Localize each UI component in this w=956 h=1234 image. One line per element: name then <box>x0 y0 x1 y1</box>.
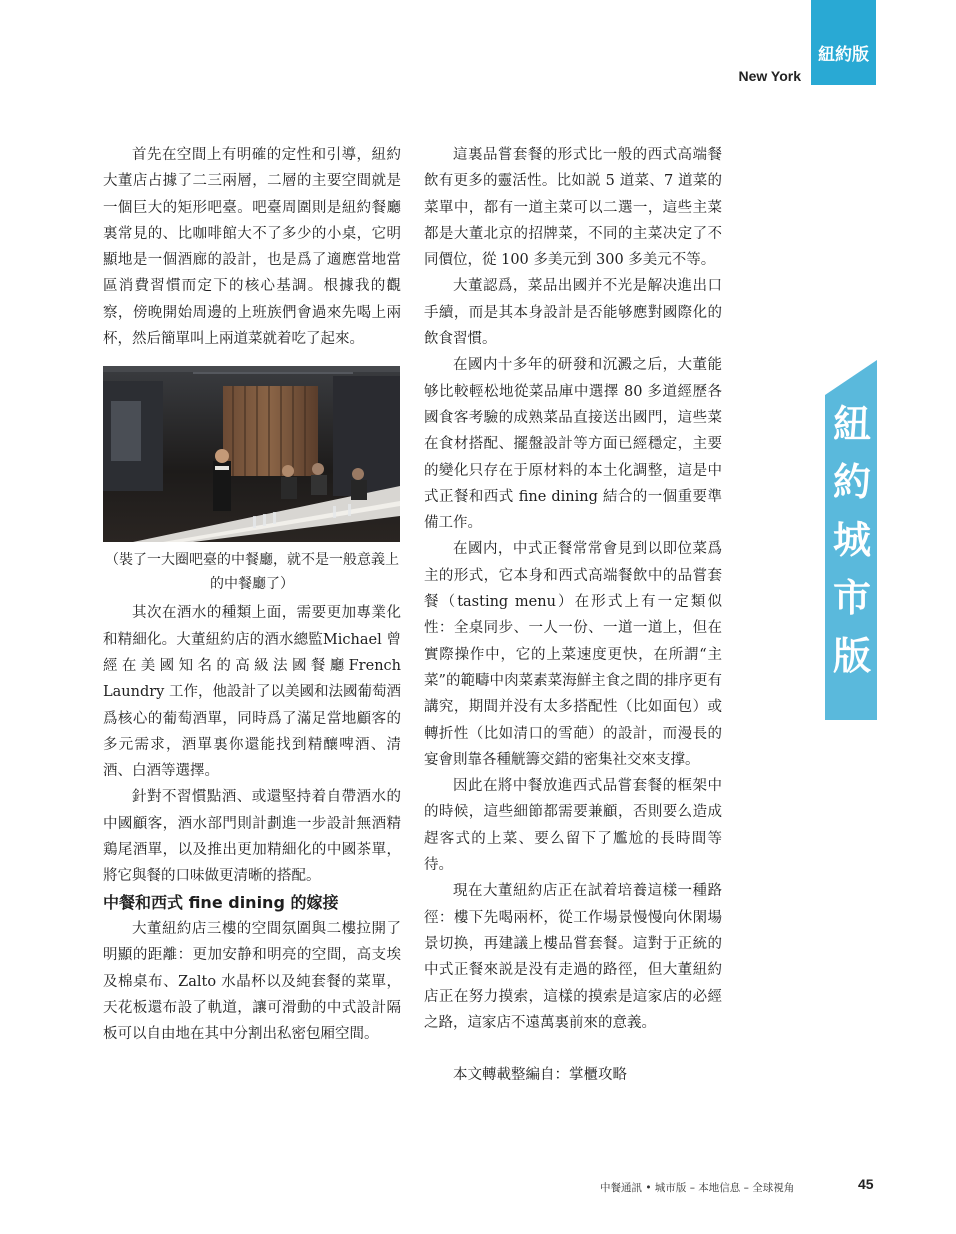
paragraph: 這裏品嘗套餐的形式比一般的西式高端餐飲有更多的靈活性。比如説 5 道菜、7 道菜的菜單中，都有一道主菜可以二選一，這些主菜都是大董北京的招牌菜，不同的主菜决定了不同價位，從 100 多美元到 300 多美元不等。 <box>424 147 722 269</box>
source-credit: 本文轉載整編自：掌櫃攻略 <box>453 1067 627 1084</box>
edition-tab-label: 紐約版 <box>818 45 869 65</box>
photo-caption: （裝了一大圈吧臺的中餐廳，就不是一般意義上的中餐廳了） <box>105 552 399 593</box>
paragraph: 在國内十多年的研發和沉澱之后，大董能够比較輕松地從菜品庫中選擇 80 多道經歷各國食客考驗的成熟菜品直接送出國門，這些菜在食材搭配、擺盤設計等方面已經穩定，主要的變化只存在于原材料的本土化調整，這是中式正餐和西式 fine dining 結合的一個重要準備工作。 <box>424 357 722 532</box>
side-tab-char: 城 <box>832 518 871 562</box>
paragraph: 因此在將中餐放進西式品嘗套餐的框架中的時候，這些細節都需要兼顧，否則要么造成趕客式的上菜、要么留下了尷尬的長時間等待。 <box>424 778 722 874</box>
section-heading: 中餐和西式 fine dining 的嫁接 <box>103 892 339 912</box>
paragraph: 其次在酒水的種類上面，需要更加專業化和精細化。大董紐約店的酒水總監Michael 曾經在美國知名的高級法國餐廳French Laundry 工作，他設計了以美國和法國葡萄酒爲核心的葡萄酒單，同時爲了滿足當地顧客的多元需求，酒單裏你還能找到精釀啤酒、清酒、白酒等選擇。 <box>103 605 401 780</box>
side-tab-char: 版 <box>832 634 871 678</box>
side-tab-char: 約 <box>832 460 871 504</box>
restaurant-photo <box>103 366 400 542</box>
left-column <box>103 142 401 1047</box>
paragraph: 大董紐約店三樓的空間氛圍與二樓拉開了明顯的距離：更加安静和明亮的空間，高支埃及棉桌布、Zalto 水晶杯以及純套餐的菜單，天花板還布設了軌道，讓可滑動的中式設計隔板可以自由地在其中分割出私密包厢空間。 <box>103 920 401 1043</box>
paragraph: 在國内，中式正餐常常會見到以即位菜爲主的形式，它本身和西式高端餐飲中的品嘗套餐（tasting menu）在形式上有一定類似性：全桌同步、一人一份、一道一道上，但在實際操作中，它的上菜速度更快，在所謂“主菜”的範疇中肉菜素菜海鮮主食之間的排序更有講究，期間并没有太多搭配性（比如面包）或轉折性（比如清口的雪葩）的設計，而漫長的宴會則靠各種觥籌交錯的密集社交來支撑。 <box>424 541 722 768</box>
paragraph: 現在大董紐約店正在試着培養這樣一種路徑：樓下先喝兩杯，從工作場景慢慢向休閑場景切换，再建議上樓品嘗套餐。這對于正統的中式正餐來説是没有走過的路徑，但大董紐約店正在努力摸索，這樣的摸索是這家店的必經之路，這家店不遠萬裏前來的意義。 <box>424 883 722 1031</box>
paragraph: 首先在空間上有明確的定性和引導，紐約大董店占據了二三兩層，二層的主要空間就是一個巨大的矩形吧臺。吧臺周圍則是紐約餐廳裏常見的、比咖啡館大不了多少的小桌，它明顯地是一個酒廊的設計，也是爲了適應當地當區消費習慣而定下的核心基調。根據我的觀察，傍晚開始周邊的上班族們會過來先喝上兩杯，然后簡單叫上兩道菜就着吃了起來。 <box>103 147 401 348</box>
paragraph: 大董認爲，菜品出國并不光是解决進出口手續，而是其本身設計是否能够應對國際化的飲食習慣。 <box>424 278 722 348</box>
side-tab-text <box>828 395 876 685</box>
footer-text: 中餐通訊 • 城市版 – 本地信息 – 全球視角 <box>600 1182 795 1194</box>
side-tab-char: 紐 <box>832 402 871 446</box>
side-tab-char: 市 <box>832 576 871 620</box>
paragraph: 針對不習慣點酒、或還堅持着自帶酒水的中國顧客，酒水部門則計劃進一步設計無酒精鶏尾酒單，以及推出更加精細化的中國茶單，將它與餐的口味做更清晰的搭配。 <box>103 789 401 885</box>
page-number: 45 <box>858 1176 874 1192</box>
right-column <box>424 142 722 1088</box>
city-label: New York <box>738 68 801 84</box>
